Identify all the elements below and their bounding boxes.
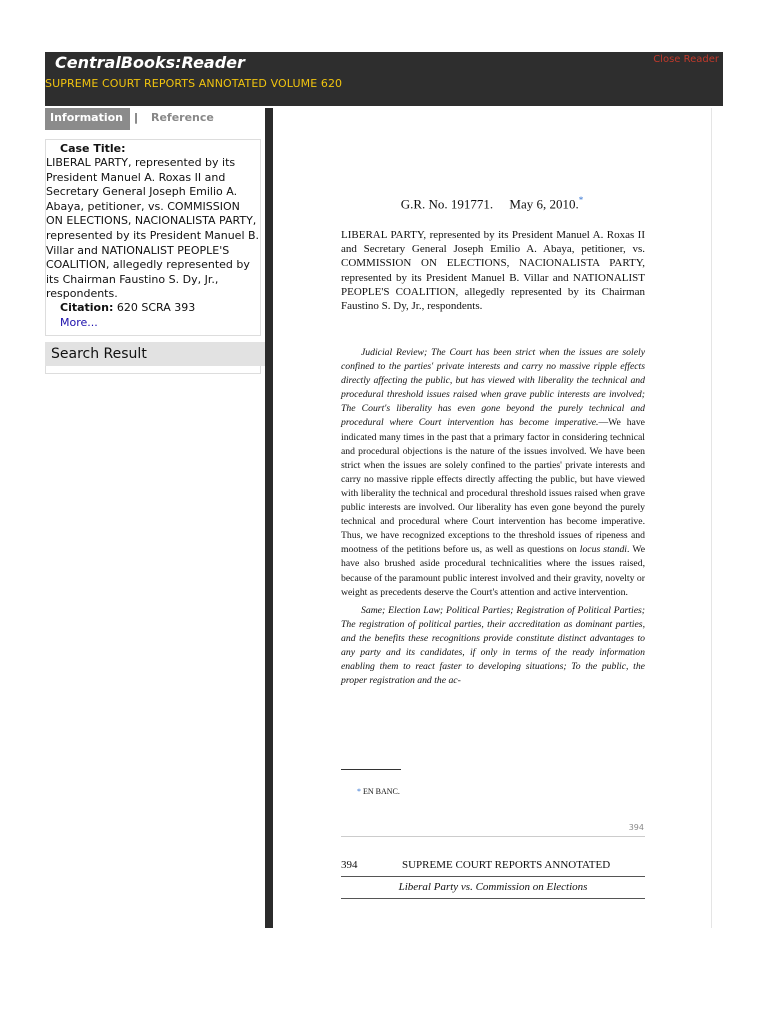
search-result-header[interactable]: Search Result [45,342,265,366]
gr-number [340,195,644,212]
case-title-text: LIBERAL PARTY, represented by its President Manuel A. Roxas II and Secretary General Joseph Emilio A. Abaya, petitioner, vs. COMMISSION ON ELECTIONS, NACIONALISTA PARTY, represented by its President Manuel B. Villar and NATIONALIST PEOPLE'S COALITION, allegedly represented by its Chairman Faustino S. Dy, Jr., respondents. [46,156,260,301]
running-head-number: 394 [341,859,358,871]
running-head-rule-top [341,876,645,877]
running-head-subtitle: Liberal Party vs. Commission on Elections [398,881,588,893]
panel-divider[interactable] [265,108,273,928]
citation [60,301,195,316]
syllabus [341,346,645,692]
footnote [357,787,400,796]
syllabus-1-keywords: Judicial Review; The Court has been strict when the issues are solely confined to the parties' private interests and carry no massive ripple effects directly affecting the public, but has viewed with liberality the technical and procedural threshold issues raised when grave public interests are involved; The Court's liberality has even gone beyond the purely technical and procedural where Court intervention has become imperative. [341,347,645,429]
gr-number-text: G.R. No. 191771. May 6, 2010. [400,196,579,212]
reader-header [45,52,723,106]
tab-separator: | [134,111,139,124]
case-title-label: Case Title: [60,142,126,155]
close-reader-link[interactable]: Close Reader [653,54,719,65]
more-link[interactable]: More... [60,316,98,329]
volume-title: SUPREME COURT REPORTS ANNOTATED VOLUME 620 [45,77,343,90]
syllabus-1-text-b: . We have also brushed aside procedural technicalities where the issues raised, because of the paramount public interest involved and their gravity, novelty or weight as precedents deserve the Court's attention and active intervention. [341,544,646,598]
syllabus-1-locus: locus standi [579,544,627,556]
syllabus-paragraph-1 [341,346,645,600]
case-info-panel [45,139,261,336]
syllabus-1-text-a: —We have indicated many times in the past that a primary factor in considering technical and procedural objections is the nature of the issues involved. We have been strict when the issues are solely confined to the parties' private interests and carry no massive ripple effects directly affecting the public, but have viewed with liberality the technical and procedural threshold issues raised when grave public interests are involved. Our liberality has even gone beyond the purely technical and procedural where Court intervention has become imperative. Thus, we have recognized exceptions to the threshold issues of ripeness and mootness of the petitions before us, as well as questions on [341,417,645,556]
running-head-title: SUPREME COURT REPORTS ANNOTATED [402,859,611,871]
parties-paragraph: LIBERAL PARTY, represented by its President Manuel A. Roxas II and Secretary General Joseph Emilio A. Abaya, petitioner, vs. COMMISSION ON ELECTIONS, NACIONALISTA PARTY, represented by its President Manuel B. Villar and NATIONALIST PEOPLE'S COALITION, allegedly represented by its Chairman Faustino S. Dy, Jr., respondents. [341,229,645,313]
footnote-rule [341,769,401,770]
sidebar-tabs [45,108,267,130]
tab-reference[interactable]: Reference [151,111,214,124]
running-head-rule-bottom [341,898,645,899]
syllabus-paragraph-2 [341,604,645,689]
page-break-rule [341,836,645,837]
page-right-edge [711,108,712,928]
search-result-panel [45,366,261,374]
brand-title: CentralBooks:Reader [55,53,245,72]
citation-value: 620 SCRA 393 [116,301,196,314]
page-number: 394 [628,823,644,832]
syllabus-2-keywords: Same; Election Law; Political Parties; Registration of Political Parties; The registration of political parties, their accreditation as dominant parties, and the benefits these recognitions provide constitute distinct advantages to any party and its candidates, if only in terms of the ready information enabling them to react faster to developing situations; To the public, the proper registration and the ac- [341,604,645,687]
tab-information[interactable]: Information [45,108,130,130]
footnote-text: EN BANC. [361,787,400,796]
citation-label: Citation: [60,301,114,314]
footnote-ref[interactable]: * [578,195,584,205]
footnote-marker: * [357,787,361,796]
